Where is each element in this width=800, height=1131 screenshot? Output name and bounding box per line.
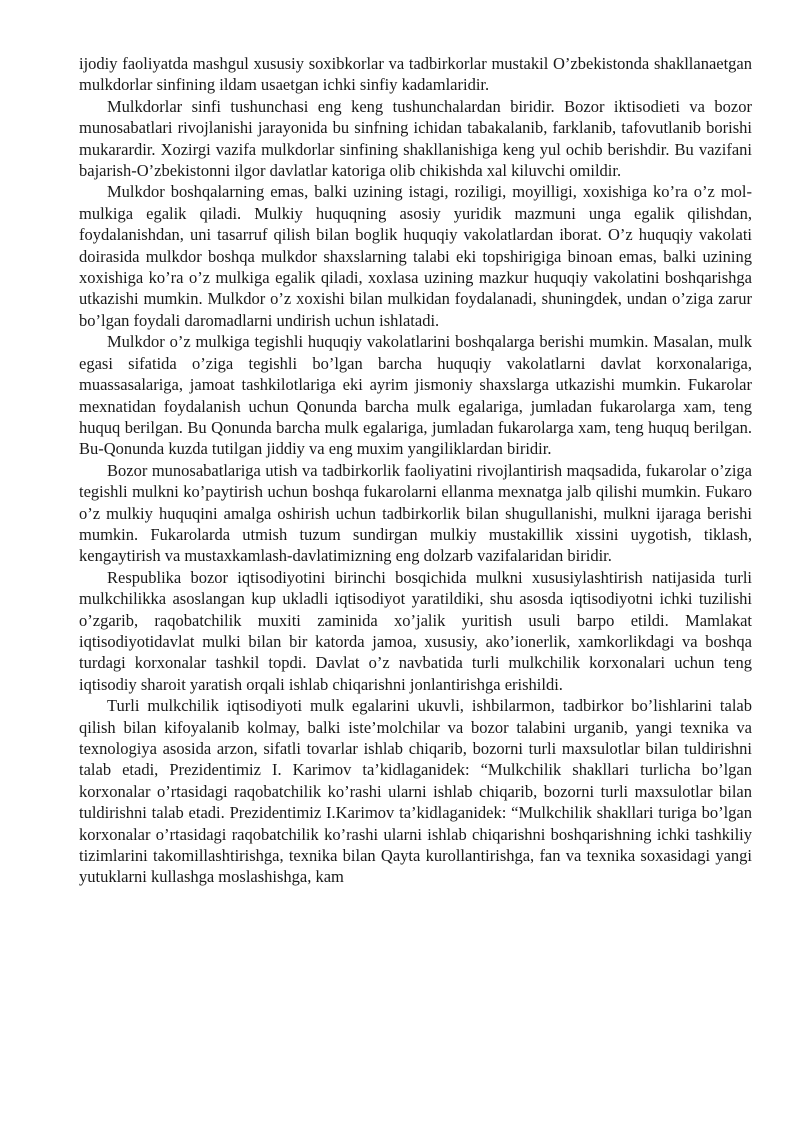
paragraph-respublika-iqtisodiyoti: Respublika bozor iqtisodiyotini birinchi bosqichida mulkni xususiylashtirish natijasida turli mulkchilikka asoslangan kup ukladli iqtisodiyot yaratildiki, shu asosda iqtisodiyotni ichki tuzilishi o’zgarib, raqobatchilik muxiti zaminida xo’jalik yuritish usuli barpo etildi. Mamlakat iqtisodiyotidavlat mulki bilan bir katorda jamoa, xususiy, ako’ionerlik, xamkorlikdagi va boshqa turdagi korxonalar tashkil topdi. Davlat o’z navbatida turli mulkchilik korxonalari uchun teng iqtisodiy sharoit yaratish orqali ishlab chiqarishni jonlantirishga erishildi.	[79, 567, 752, 694]
paragraph-huquqiy-vakolatlar: Mulkdor o’z mulkiga tegishli huquqiy vakolatlarini boshqalarga berishi mumkin. Masalan, mulk egasi sifatida o’ziga tegishli bo’lgan barcha huquqiy vakolatlarni davlat korxonalariga, muassasalariga, jamoat tashkilotlariga eki ayrim jismoniy shaxslarga utkazishi mumkin. Fukarolar mexnatidan foydalanish uchun Qonunda barcha mulk egalariga, jumladan fukarolarga xam, teng huquq berilgan. Bu Qonunda barcha mulk egalariga, jumladan fukarolarga xam, teng huquq berilgan. Bu-Qonunda kuzda tutilgan jiddiy va eng muxim yangiliklardan biridir.	[79, 332, 752, 459]
paragraph-bozor-munosabatlari: Bozor munosabatlariga utish va tadbirkorlik faoliyatini rivojlantirish maqsadida, fukarolar o’ziga tegishli mulkni ko’paytirish uchun boshqa fukarolarni ellanma mexnatga jalb qilishi mumkin. Fukaro o’z mulkiy huquqini amalga oshirish uchun tadbirkorlik bilan shugullanishi, mulkni ijaraga berishi mumkin. Fukarolarda utmish tuzum sundirgan mulkiy mustakillik xissini uygotish, tiklash, kengaytirish va mustaxkamlash-davlatimizning eng dolzarb vazifalaridan biridir.	[79, 460, 752, 566]
paragraph-mulkdorlar-sinfi: Mulkdorlar sinfi tushunchasi eng keng tushunchalardan biridir. Bozor iktisodieti va bozor munosabatlari rivojlanishi jarayonida bu sinfning ichidan tabakalanib, farklanib, tafovutlanib borishi mukarardir. Xozirgi vazifa mulkdorlar sinfining shakllanishiga keng yul ochib berishdir. Bu vazifani bajarish-O’zbekistonni ilgor davlatlar katoriga olib chikishda xal kiluvchi omildir.	[79, 96, 752, 181]
paragraph-continuation: ijodiy faoliyatda mashgul xususiy soxibkorlar va tadbirkorlar mustakil O’zbekistonda shakllanaetgan mulkdorlar sinfining ildam usaetgan ichki sinfiy kadamlaridir.	[79, 54, 752, 95]
paragraph-mulkdor-egalik: Mulkdor boshqalarning emas, balki uzining istagi, roziligi, moyilligi, xoxishiga ko’ra o’z mol-mulkiga egalik qiladi. Mulkiy huquqning asosiy yuridik mazmuni unga egalik qilishdan, foydalanishdan, uni tasarruf qilish bilan boglik huquqiy vakolatlardan iborat. O’z huquqiy vakolati doirasida mulkdor boshqa mulkdor shaxslarning talabi eki topshirigiga binoan emas, balki uzining xoxishiga ko’ra o’z mulkiga egalik qiladi, xoxlasa uzining mazkur huquqiy vakolatini boshqarishga utkazishi mumkin. Mulkdor o’z xoxishi bilan mulkidan foydalanadi, shuningdek, undan o’ziga zarur bo’lgan foydali daromadlarni undirish uchun ishlatadi.	[79, 182, 752, 330]
paragraph-turli-mulkchilik: Turli mulkchilik iqtisodiyoti mulk egalarini ukuvli, ishbilarmon, tadbirkor bo’lishlarini talab qilish bilan kifoyalanib kolmay, balki iste’molchilar va bozor talabini urganib, yangi texnika va texnologiya asosida arzon, sifatli tovarlar ishlab chiqarib, bozorni turli maxsulotlar bilan tuldirishni talab etadi, Prezidentimiz I. Karimov ta’kidlaganidek: “Mulkchilik shakllari turlicha bo’lgan korxonalar o’rtasidagi raqobatchilik ko’rashi ularni ishlab chiqarib, bozorni turli maxsulotlar bilan tuldirishni talab etadi. Prezidentimiz I.Karimov ta’kidlaganidek: “Mulkchilik shakllari turiga bo’lgan korxonalar o’rtasidagi raqobatchilik ko’rashi ularni ishlab chiqarishni boshqarishning ichki tashkiliy tizimlarini takomillashtirishga, texnika bilan Qayta kurollantirishga, fan va texnika soxasidagi yangi yutuklarni kullashga moslashishga, kam	[79, 696, 752, 887]
